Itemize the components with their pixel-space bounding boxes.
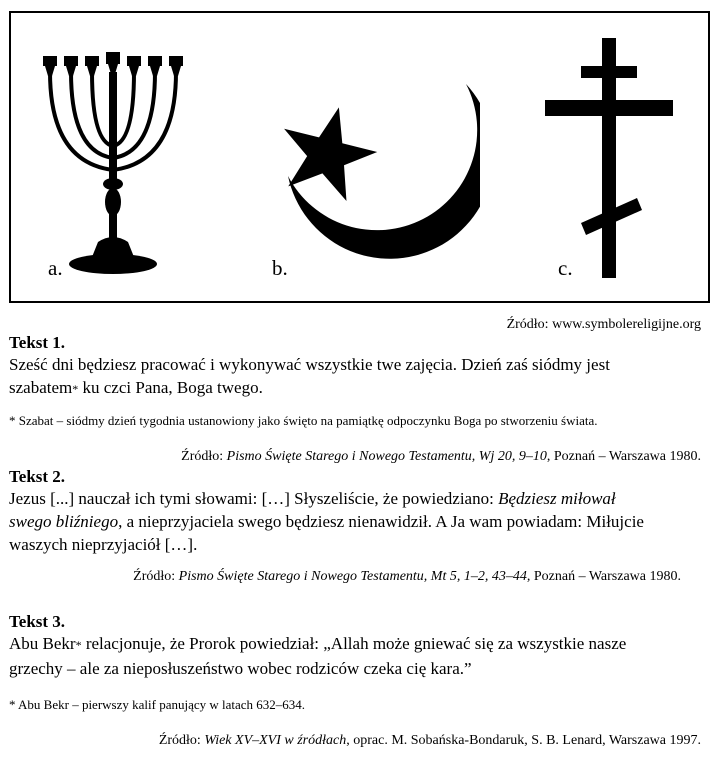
text1-body: Sześć dni będziesz pracować i wykonywać wszystkie twe zajęcia. Dzień zaś siódmy jest szabatem* ku czci Pana, Boga twego. — [9, 355, 610, 397]
figure-label-a: a. — [48, 256, 63, 280]
crescent-star-icon — [270, 76, 480, 286]
text3-footnote: * Abu Bekr – pierwszy kalif panujący w latach 632–634. — [9, 697, 306, 712]
figure-source: Źródło: www.symbolereligijne.org — [506, 317, 701, 332]
figure-label-b: b. — [272, 256, 288, 280]
text2-source: Źródło: Pismo Święte Starego i Nowego Testamentu, Mt 5, 1–2, 43–44, Poznań – Warszawa 1980. — [133, 569, 681, 584]
text3-source: Źródło: Wiek XV–XVI w źródłach, oprac. M. Sobańska-Bondaruk, S. B. Lenard, Warszawa 1997. — [158, 733, 701, 748]
text2-body: Jezus [...] nauczał ich tymi słowami: […] Słyszeliście, że powiedziano: Będziesz miłował swego bliźniego, a nieprzyjaciela swego będziesz nienawidził. A Ja wam powiadam: Miłujcie waszych nieprzyjaciół […]. — [9, 489, 644, 554]
text3-heading: Tekst 3. — [9, 612, 66, 631]
text1-source: Źródło: Pismo Święte Starego i Nowego Testamentu, Wj 20, 9–10, Poznań – Warszawa 1980. — [181, 449, 701, 464]
text1-heading: Tekst 1. — [9, 333, 66, 352]
source-url: www.symbolereligijne.org — [552, 317, 701, 332]
text1-footnote: * Szabat – siódmy dzień tygodnia ustanowiony jako święto na pamiątkę odpoczynku Boga po stworzeniu świata. — [9, 413, 598, 428]
menorah-icon — [38, 42, 188, 282]
figure-label-c: c. — [558, 256, 573, 280]
text3-body: Abu Bekr* relacjonuje, że Prorok powiedział: „Allah może gniewać się za wszystkie nasze grzechy – ale za nieposłuszeństwo wobec rodziców czeka cię kara.” — [9, 634, 627, 678]
orthodox-cross-icon — [545, 38, 675, 278]
text2-heading: Tekst 2. — [9, 467, 66, 486]
